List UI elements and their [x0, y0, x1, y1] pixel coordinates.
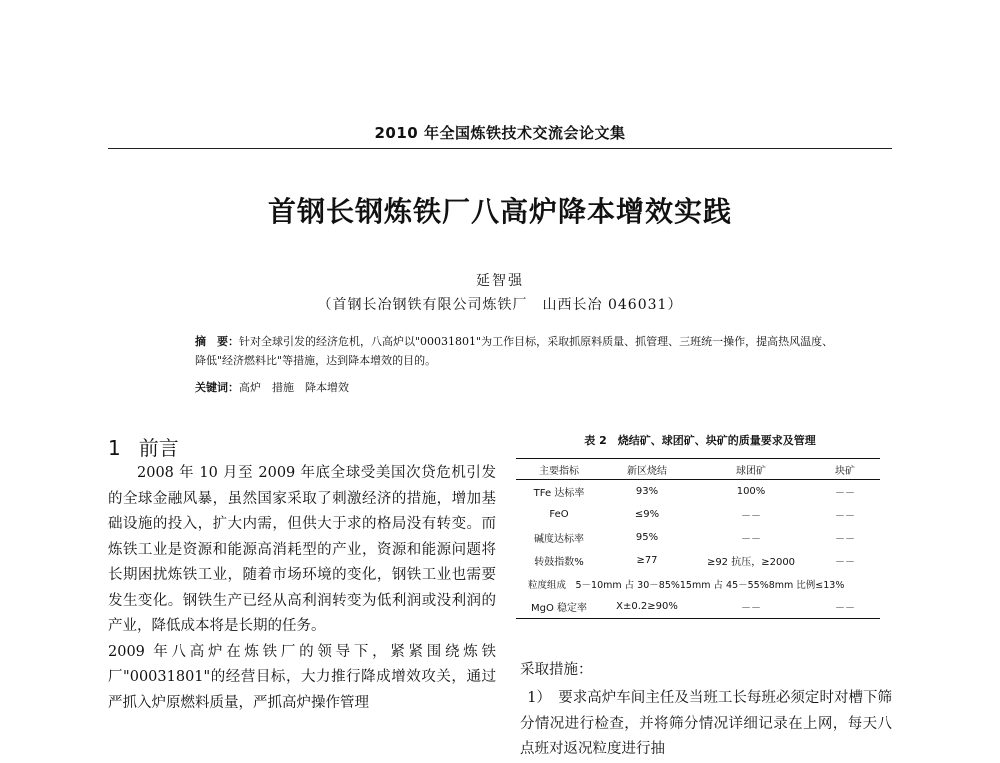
table-cell: 95%	[635, 532, 659, 543]
section-body	[108, 461, 496, 716]
table-cell: －－	[741, 534, 761, 545]
table-cell: MgO 稳定率	[530, 603, 588, 614]
table-cell: ≤9%	[634, 509, 660, 520]
section-heading	[108, 432, 179, 461]
author-name: 延智强	[476, 273, 524, 289]
table-header-cell: 球团矿	[736, 465, 766, 477]
abstract	[195, 332, 835, 370]
table-cell: 碱度达标率	[534, 534, 584, 545]
table-row	[516, 595, 880, 619]
measures-label: 采取措施：	[520, 662, 593, 678]
table-cell: 转鼓指数%	[534, 557, 584, 568]
table-cell: －－	[835, 488, 855, 499]
running-header: 2010 年全国炼铁技术交流会论文集	[374, 124, 626, 142]
table-cell: ≥77	[636, 555, 658, 566]
body-paragraph: 2009 年八高炉在炼铁厂的领导下，紧紧围绕炼铁厂"00031801"的经营目标，大力推行降成增效攻关，通过严抓入炉原燃料质量，严抓高炉操作管理	[108, 643, 496, 711]
measures-body	[520, 686, 892, 763]
table-cell: －－	[835, 511, 855, 522]
table-cell: ≥92 抗压，≥2000	[706, 557, 796, 568]
abstract-text: 针对全球引发的经济危机，八高炉以"00031801"为工作目标，采取抓原料质量、抓管理、三班统一操作，提高热风温度、降低"经济燃料比"等措施，达到降本增效的目的。	[195, 335, 834, 367]
table-caption: 表 2 烧结矿、球团矿、块矿的质量要求及管理	[584, 434, 816, 447]
table-header-row	[516, 459, 880, 480]
table-header-cell: 新区烧结	[627, 465, 667, 477]
table-cell: X±0.2≥90%	[616, 601, 678, 612]
table-header-cell: 块矿	[835, 465, 855, 477]
table-row	[516, 549, 880, 572]
body-paragraph: 2008 年 10 月至 2009 年底全球受美国次贷危机引发的全球金融风暴，虽然国家采取了刺激经济的措施，增加基础设施的投入，扩大内需，但供大于求的格局没有转变。而炼铁工业是资源和能源高消耗型的产业，资源和能源问题将长期困扰炼铁工业，随着市场环境的变化，钢铁工业也需要发生变化。钢铁生产已经从高利润转变为低利润或没利润的产业，降低成本将是长期的任务。	[108, 465, 496, 634]
table-cell: －－	[835, 534, 855, 545]
abstract-label: 摘 要：	[195, 335, 239, 348]
table-cell: 粒度组成 5－10mm 占 30－85%15mm 占 45－55%8mm 比例≤13%	[528, 579, 845, 591]
keywords-text: 高炉 措施 降本增效	[239, 381, 349, 394]
table-cell: －－	[741, 603, 761, 614]
table-cell: －－	[835, 603, 855, 614]
table-cell: 93%	[635, 486, 659, 497]
measure-item: 1） 要求高炉车间主任及当班工长每班必须定时对槽下筛分情况进行检查，并将筛分情况详细记录在上网，每天八点班对返况粒度进行抽	[520, 690, 892, 757]
paper-title: 首钢长钢炼铁厂八高炉降本增效实践	[267, 195, 732, 228]
table-cell: TFe 达标率	[533, 488, 585, 499]
table-row	[516, 503, 880, 526]
table-cell: 100%	[736, 486, 766, 497]
keywords	[195, 378, 835, 397]
header-rule	[108, 148, 892, 149]
table-cell: －－	[835, 557, 855, 568]
table-row	[516, 526, 880, 549]
table-row-size	[516, 572, 880, 595]
table-cell: －－	[741, 511, 761, 522]
keywords-label: 关键词：	[195, 381, 239, 394]
quality-table	[516, 458, 880, 619]
table-header-cell: 主要指标	[539, 465, 579, 477]
table-row	[516, 480, 880, 504]
table-cell: FeO	[549, 509, 569, 520]
section-title: 前言	[138, 436, 179, 460]
author-affiliation: （首钢长冶钢铁有限公司炼铁厂 山西长冶 046031）	[317, 297, 683, 313]
section-number: 1	[108, 436, 121, 460]
